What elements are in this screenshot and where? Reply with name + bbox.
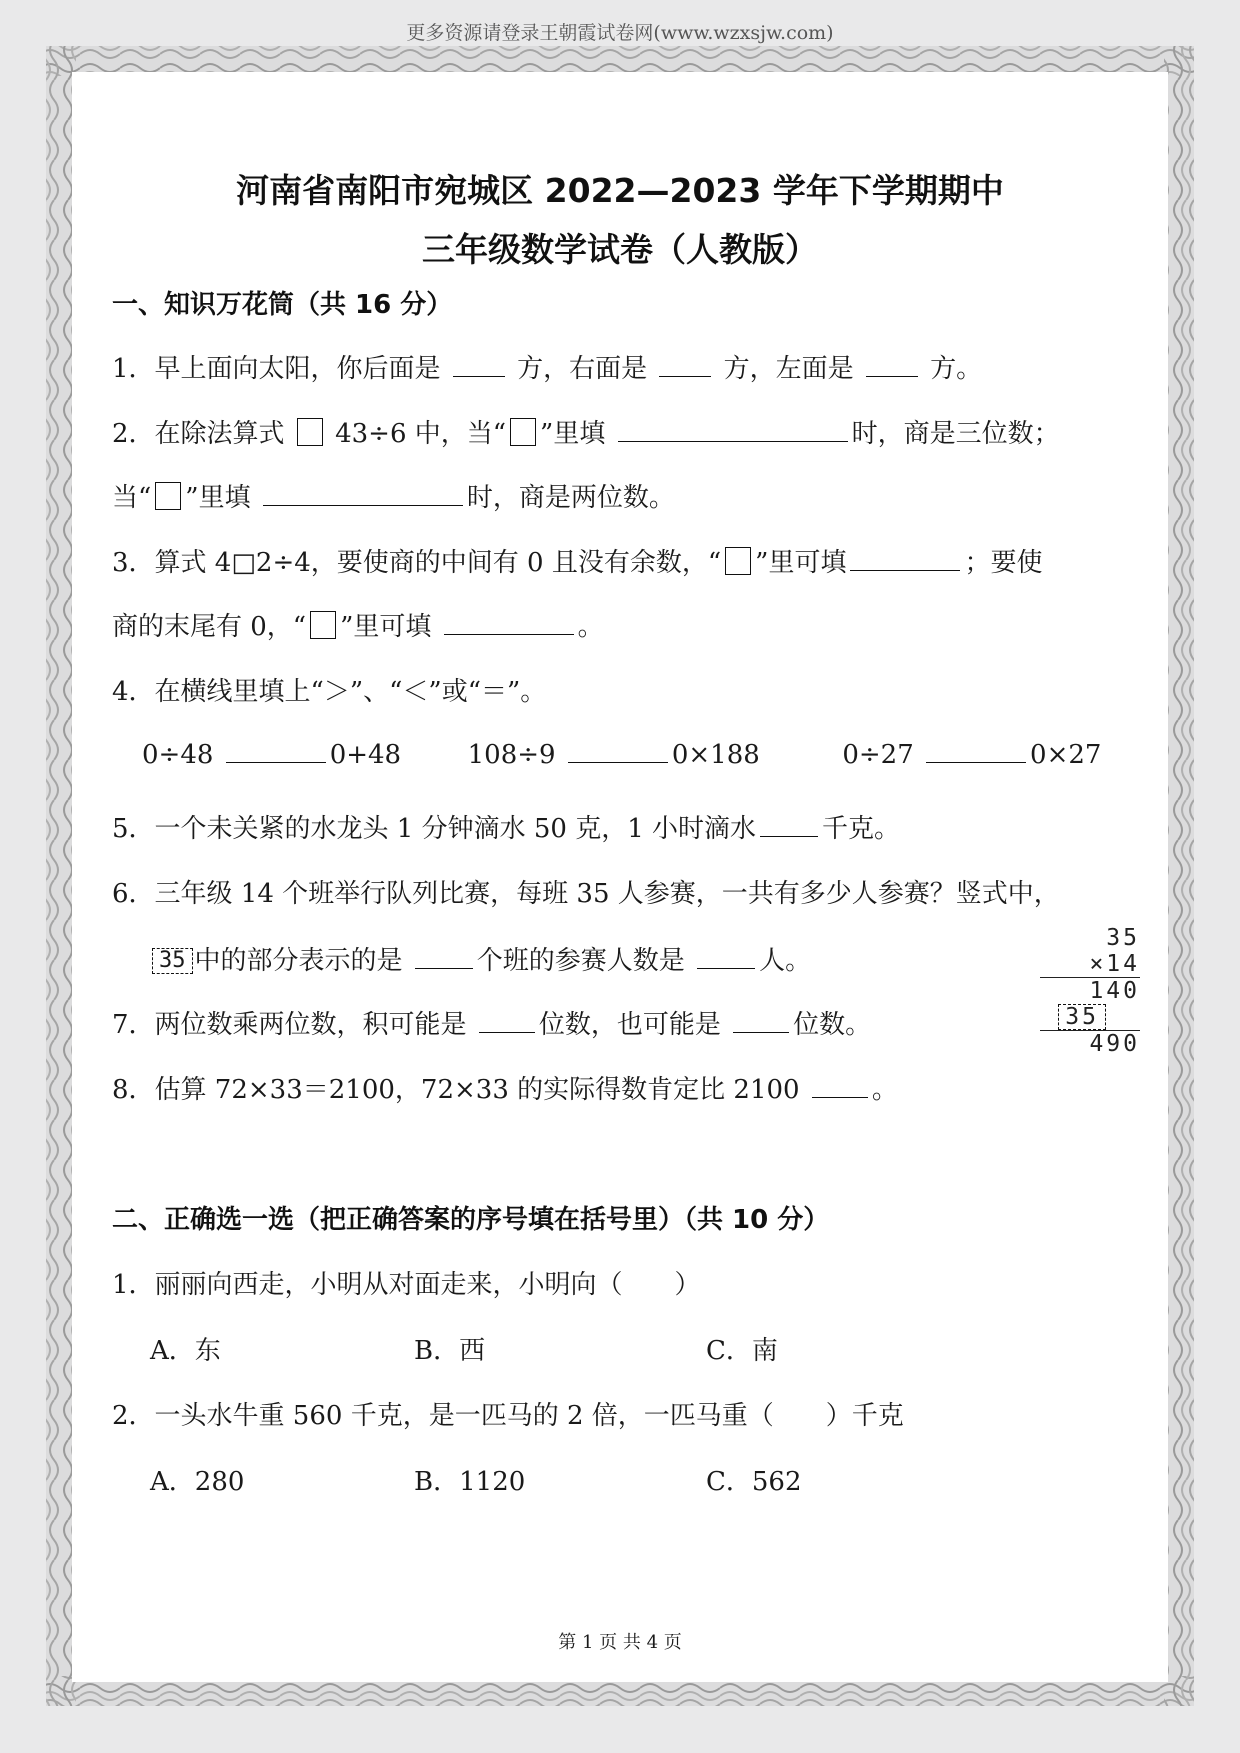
option-c[interactable]: C．南 — [706, 1336, 778, 1366]
question-1-2-cont: 当“ ”里填 时，商是两位数。 — [112, 483, 675, 513]
watermark: 更多资源请登录王朝霞试卷网(www.wzxsjw.com) — [406, 22, 834, 44]
answer-blank[interactable] — [263, 483, 463, 506]
digit-box — [510, 418, 536, 446]
title-line-1: 河南省南阳市宛城区 2022—2023 学年下学期期中 — [236, 171, 1004, 210]
question-2-1: 1．丽丽向西走，小明从对面走来，小明向（ ） — [112, 1270, 701, 1300]
digit-box — [155, 482, 181, 510]
question-1-6-cont: 35 中的部分表示的是 个班的参赛人数是 人。 — [152, 940, 811, 977]
question-1-5: 5．一个未关紧的水龙头 1 分钟滴水 50 克，1 小时滴水 千克。 — [112, 814, 901, 844]
answer-blank[interactable] — [697, 946, 755, 969]
option-a[interactable]: A．280 — [150, 1467, 245, 1497]
answer-blank[interactable] — [415, 946, 473, 969]
question-2-2: 2．一头水牛重 560 千克，是一匹马的 2 倍，一匹马重（ ）千克 — [112, 1401, 904, 1431]
answer-blank[interactable] — [733, 1010, 789, 1033]
compare-blank[interactable] — [926, 740, 1026, 763]
question-1-3: 3．算式 4□2÷4，要使商的中间有 0 且没有余数，“ ”里可填 ；要使 — [112, 548, 1043, 578]
calc-row: ×14 — [1040, 951, 1140, 978]
digit-box[interactable] — [297, 418, 323, 446]
section-2-heading: 二、正确选一选（把正确答案的序号填在括号里）（共 10 分） — [112, 1205, 830, 1235]
digit-box — [725, 547, 751, 575]
answer-blank[interactable] — [659, 354, 711, 377]
question-1-3-cont: 商的末尾有 0，“ ”里可填 。 — [112, 612, 604, 642]
page-number: 第 1 页 共 4 页 — [558, 1632, 682, 1653]
answer-blank[interactable] — [618, 419, 848, 442]
comparison-row: 0÷48 0+48 108÷9 0×188 0÷27 0×27 — [142, 740, 1102, 770]
calc-row: 35 — [1106, 925, 1140, 951]
question-1-7: 7．两位数乘两位数，积可能是 位数，也可能是 位数。 — [112, 1010, 872, 1040]
dashed-box: 35 — [152, 948, 193, 974]
question-1-8: 8．估算 72×33＝2100，72×33 的实际得数肯定比 2100 。 — [112, 1075, 898, 1105]
option-c[interactable]: C．562 — [706, 1467, 802, 1497]
answer-blank[interactable] — [850, 548, 960, 571]
title-line-2: 三年级数学试卷（人教版） — [422, 230, 818, 269]
answer-blank[interactable] — [444, 612, 574, 635]
question-1-6: 6．三年级 14 个班举行队列比赛，每班 35 人参赛，一共有多少人参赛？竖式中， — [112, 879, 1060, 909]
option-a[interactable]: A．东 — [150, 1336, 221, 1366]
question-1-2: 2．在除法算式 43÷6 中，当“ ”里填 时，商是三位数； — [112, 419, 1060, 449]
option-b[interactable]: B．西 — [414, 1336, 486, 1366]
answer-blank[interactable] — [760, 814, 818, 837]
vertical-multiplication — [1040, 925, 1140, 1057]
calc-row: 490 — [1089, 1031, 1140, 1057]
answer-blank[interactable] — [453, 354, 505, 377]
answer-blank[interactable] — [812, 1075, 868, 1098]
calc-row: 35 — [1040, 1004, 1140, 1031]
option-b[interactable]: B．1120 — [414, 1467, 526, 1497]
calc-row: 140 — [1089, 978, 1140, 1004]
section-1-heading: 一、知识万花筒（共 16 分） — [112, 290, 453, 320]
question-1-1: 1．早上面向太阳，你后面是 方，右面是 方，左面是 方。 — [112, 354, 983, 384]
question-1-4: 4．在横线里填上“＞”、“＜”或“＝”。 — [112, 677, 547, 707]
compare-blank[interactable] — [226, 740, 326, 763]
digit-box — [310, 611, 336, 639]
answer-blank[interactable] — [866, 354, 918, 377]
compare-blank[interactable] — [568, 740, 668, 763]
answer-blank[interactable] — [479, 1010, 535, 1033]
